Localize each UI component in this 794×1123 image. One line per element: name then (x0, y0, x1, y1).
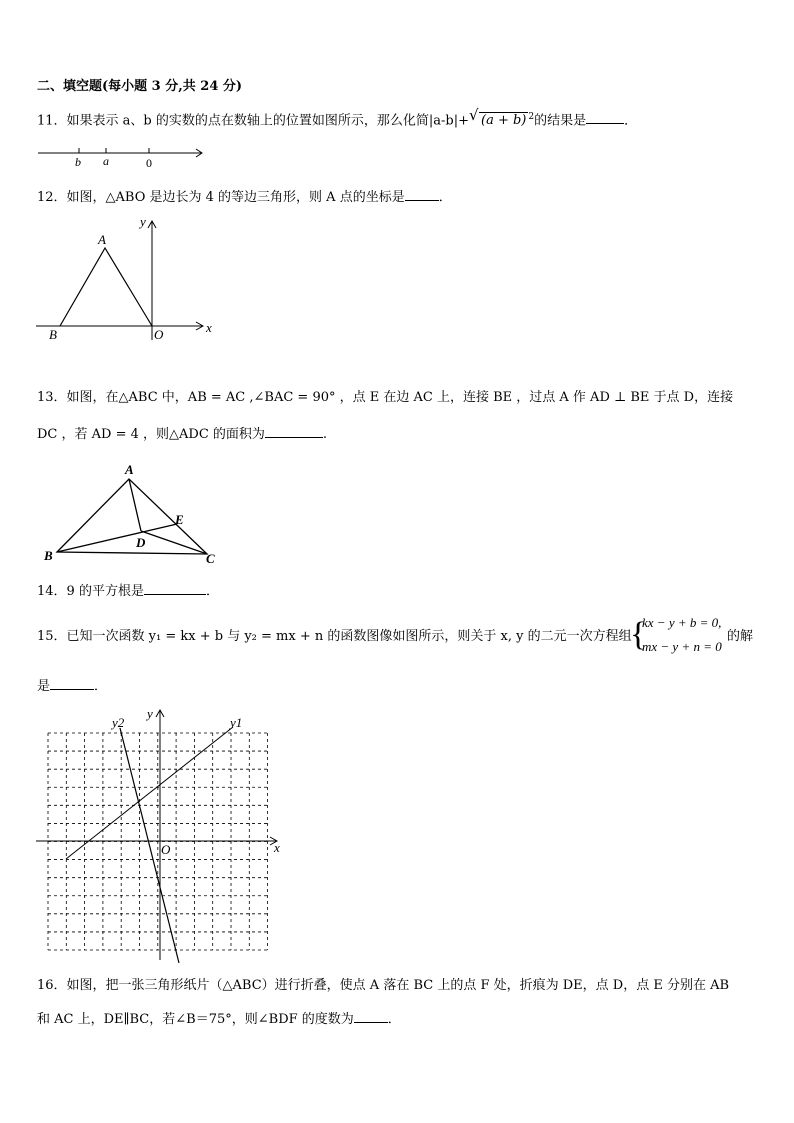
question-16-line1: 16．如图，把一张三角形纸片（△ABC）进行折叠，使点 A 落在 BC 上的点 F 处，折痕为 DE，点 D，点 E 分别在 AB (37, 978, 730, 993)
question-12 (37, 188, 452, 207)
q12-end: ． (438, 190, 452, 205)
q13-text: DC ，若 AD = 4 ，则△ADC 的面积为 (37, 427, 265, 442)
sqrt-exponent: 2 (528, 112, 535, 122)
segment-be (57, 524, 177, 552)
label-a: a (103, 154, 109, 168)
q13-end: . (322, 427, 328, 442)
q15-text-before: 15．已知一次函数 y₁ = kx + b 与 y₂ = mx + n 的函数图像如图所示，则关于 x, y 的二元一次方程组 (37, 629, 632, 644)
label-C: C (206, 551, 215, 566)
equation-2: mx − y + n = 0 (642, 639, 722, 654)
label-O: O (161, 842, 171, 857)
linear-functions-graph (36, 705, 296, 965)
triangle-abo (60, 248, 152, 326)
q16-answer-blank[interactable] (354, 1010, 388, 1023)
q11-text-after: 的结果是 (534, 113, 587, 129)
label-y: y (147, 706, 153, 721)
q16-text: 和 AC 上，DE∥BC，若∠B＝75°，则∠BDF 的度数为 (37, 1012, 354, 1027)
label-y1: y1 (230, 715, 243, 730)
question-15-line2 (37, 677, 107, 696)
equation-1: kx − y + b = 0, (642, 615, 722, 630)
sqrt-radicand: (a + b) (481, 113, 527, 129)
question-11 (37, 108, 637, 130)
segment-ad (129, 479, 141, 531)
q12-text: 12．如图，△ABO 是边长为 4 的等边三角形，则 A 点的坐标是 (37, 190, 405, 205)
q11-end: ． (624, 113, 638, 129)
q15-answer-blank[interactable] (50, 677, 94, 690)
label-b: b (75, 155, 81, 169)
label-O: O (154, 327, 164, 342)
q16-end: ． (387, 1012, 401, 1027)
q12-answer-blank[interactable] (405, 188, 439, 201)
q15-text: 是 (37, 679, 51, 694)
sqrt-expression: √ (a + b) $^2$ (469, 106, 535, 129)
section-title: 二、填空题(每小题 3 分,共 24 分) (37, 79, 243, 94)
label-B: B (49, 327, 57, 342)
line-y1 (66, 727, 233, 859)
question-14 (37, 582, 219, 601)
q15-end: ． (94, 679, 108, 694)
triangle-abo-figure (36, 215, 226, 345)
label-E: E (175, 512, 184, 527)
triangle-abc-figure (40, 460, 230, 570)
q14-end: ． (205, 584, 219, 599)
label-x: x (274, 840, 280, 855)
label-x: x (206, 320, 212, 335)
label-A: A (125, 462, 134, 477)
q14-text: 14．9 的平方根是 (37, 584, 144, 599)
question-15-line1 (37, 628, 632, 646)
label-y: y (140, 214, 146, 229)
label-A: A (98, 232, 106, 247)
q11-text-before: 11．如果表示 a、b 的实数的点在数轴上的位置如图所示，那么化简|a-b|+ (37, 113, 469, 129)
q14-answer-blank[interactable] (144, 582, 206, 595)
q13-answer-blank[interactable] (265, 425, 323, 438)
label-B: B (44, 548, 53, 563)
number-line-figure (36, 143, 236, 173)
q11-answer-blank[interactable] (586, 111, 624, 124)
question-13-line1: 13．如图，在△ABC 中，AB = AC ,∠BAC = 90° ，点 E 在边 AC 上，连接 BE ，过点 A 作 AD ⊥ BE 于点 D，连接 (37, 390, 734, 405)
brace-icon: { (630, 616, 647, 653)
q15-text-after: 的解 (727, 629, 754, 644)
question-16-line2 (37, 1010, 401, 1029)
label-y2: y2 (112, 715, 125, 730)
label-0: 0 (146, 156, 152, 170)
segment-dc (141, 531, 207, 554)
label-D: D (136, 535, 146, 550)
question-13-line2 (37, 425, 327, 444)
